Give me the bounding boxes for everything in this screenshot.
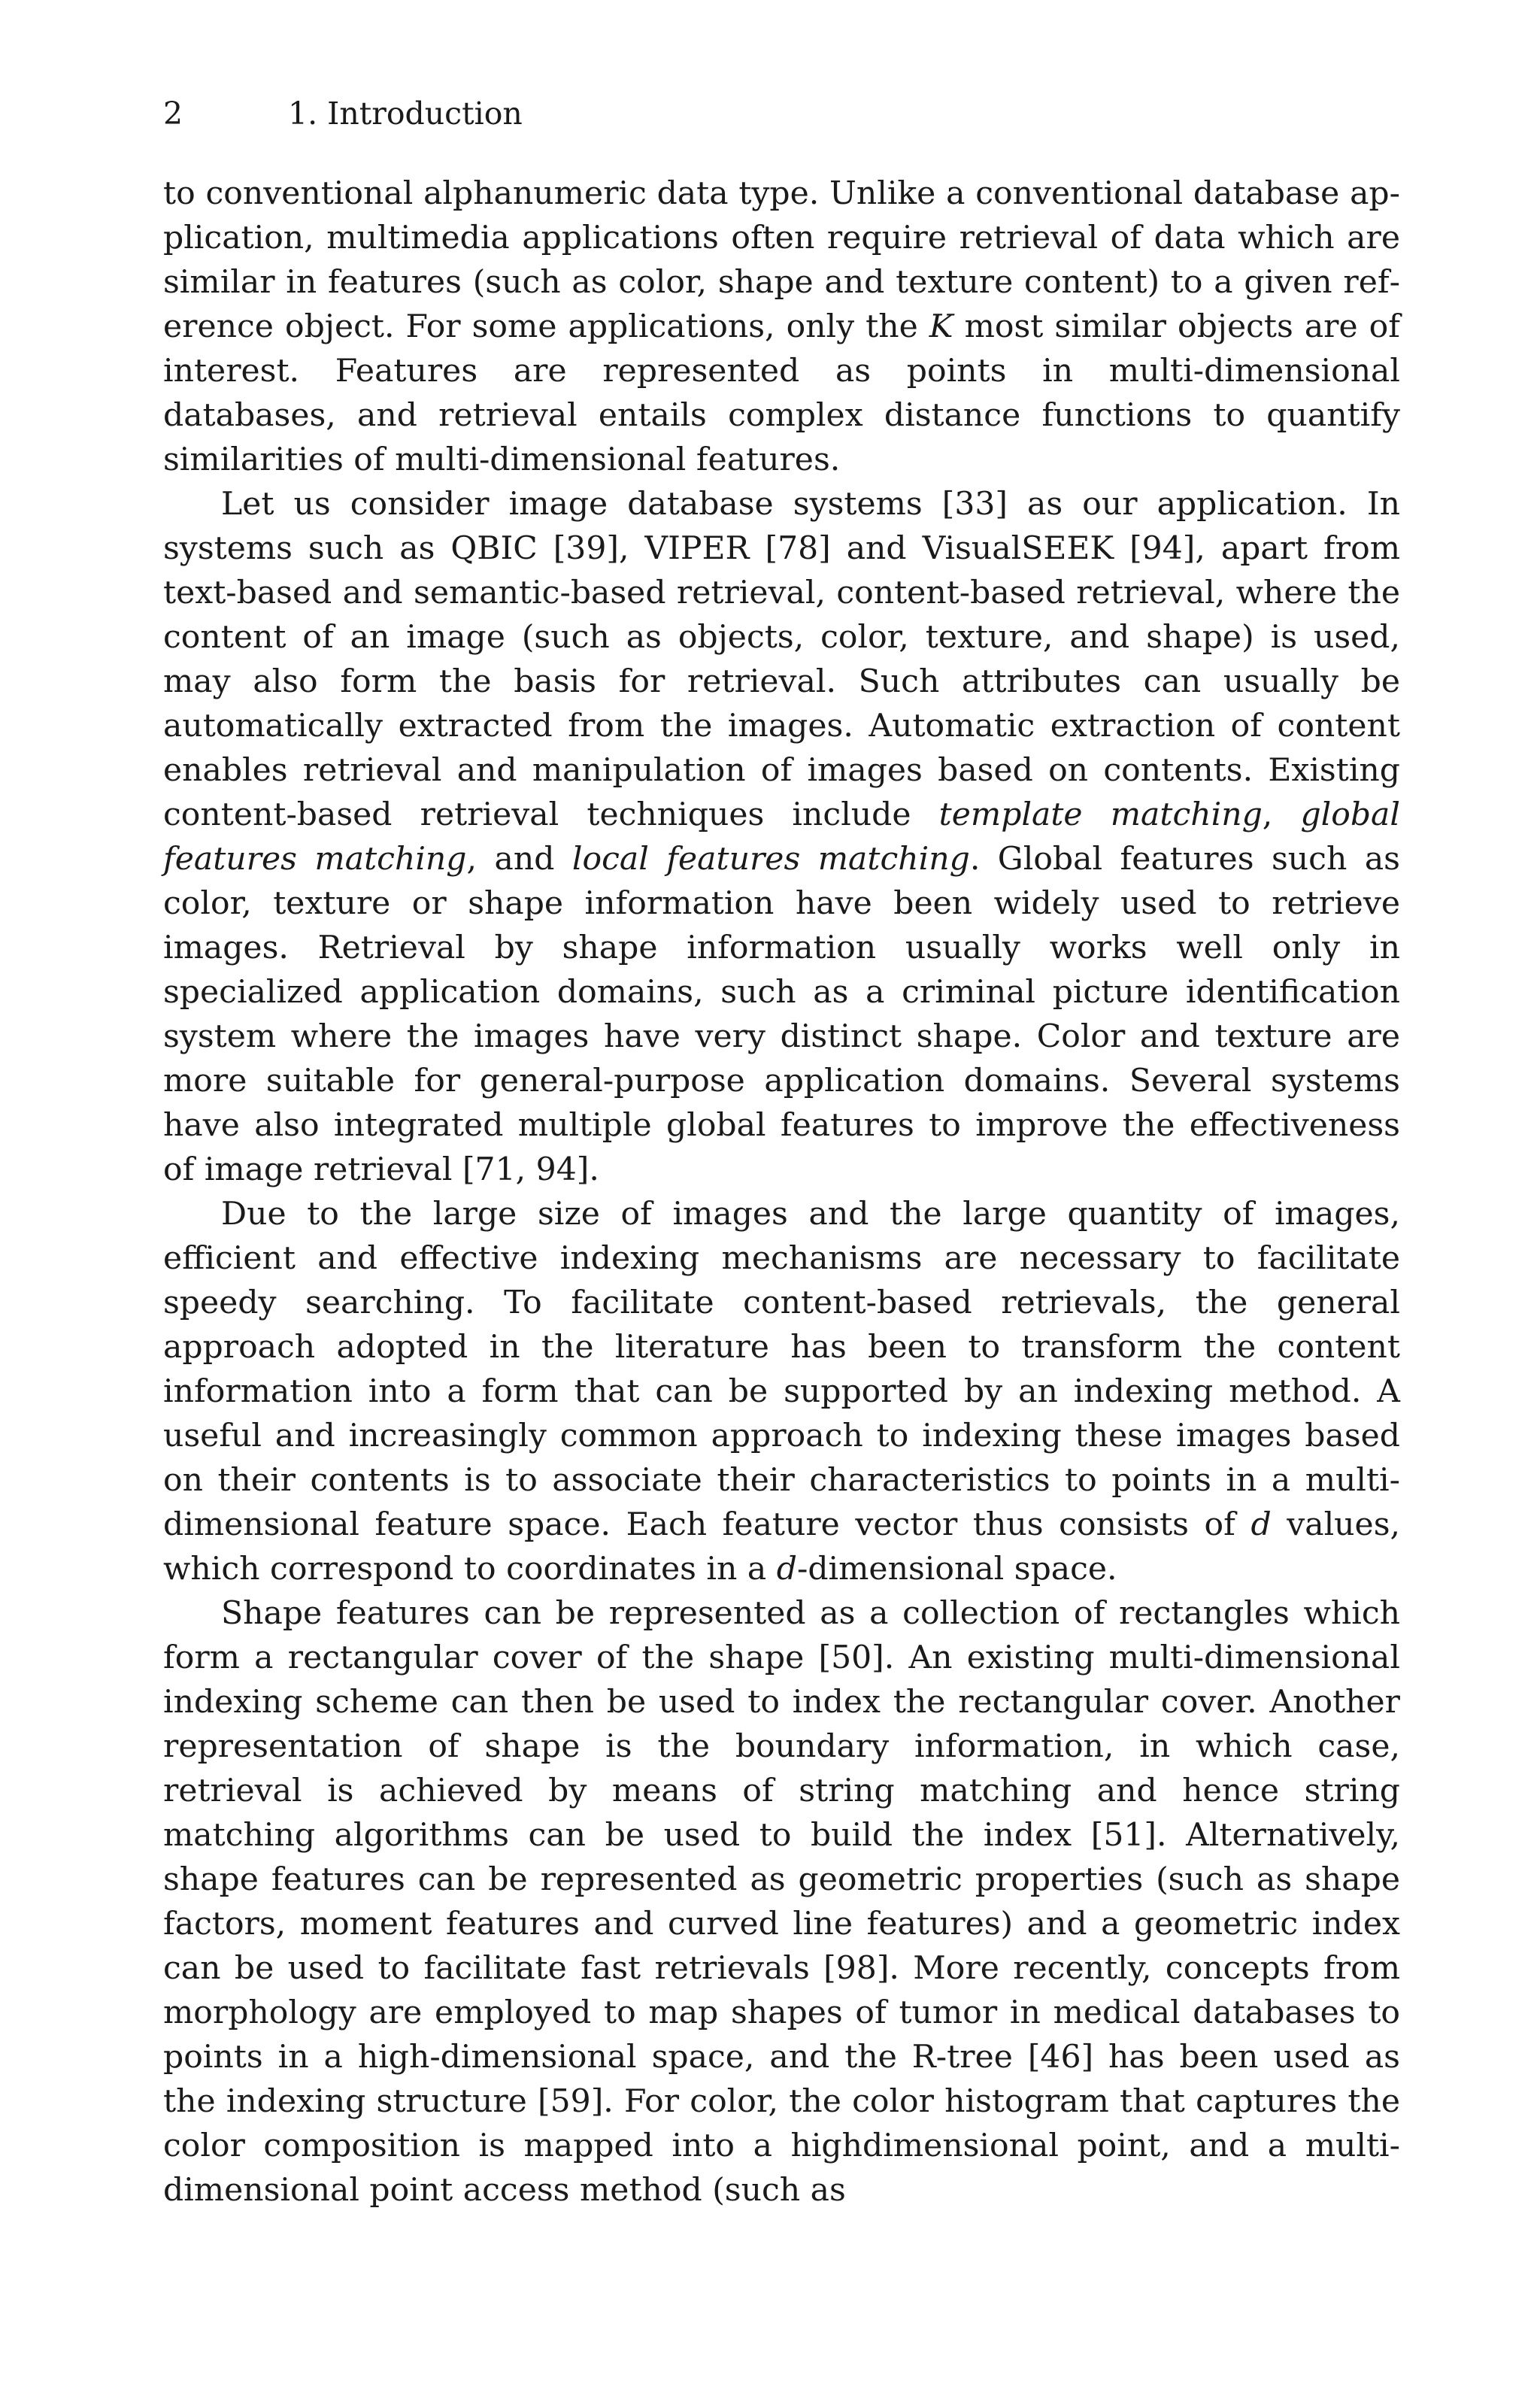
emphasis-text: d: [1250, 1506, 1272, 1543]
body-text: [163, 171, 1400, 2212]
emphasis-text: global features matching: [163, 796, 1400, 878]
text-run: Shape features can be represented as a collection of rectangles which form a rectangular cover of the shape [50]. An existing multi-dimensional indexing scheme can then be used to index the rectangular cover. Another representation of shape is the boundary information, in which case, retrieval is achieved by means of string matching and hence string matching algorithms can be used to build the index [51]. Alternatively, shape features can be represented as geometric properties (such as shape factors, moment features and curved line features) and a geometric index can be used to facilitate fast retrievals [98]. More recently, concepts from morphology are employed to map shapes of tumor in medical databases to points in a high-dimensional space, and the R-tree [46] has been used as the indexing structure [59]. For color, the color histogram that captures the color composition is mapped into a highdimensional point, and a multi-dimensional point access method (such as: [163, 1595, 1400, 2209]
paragraph: [163, 171, 1400, 482]
emphasis-text: local features matching: [571, 841, 970, 878]
text-run: , and: [466, 841, 572, 878]
text-run: most similar objects are of interest. Features are represented as points in multi-dimensional databases, and retrieval entails complex distance functions to quantify similarities of multi-dimensional features.: [163, 308, 1400, 478]
paragraph: [163, 482, 1400, 1192]
text-run: . Global features such as color, texture or shape information have been widely used to retrieve images. Retrieval by shape information usually works well only in specialized application domains, such as a criminal picture identification system where the images have very distinct shape. Color and texture are more suitable for general-purpose application domains. Several systems have also integrated multiple global features to improve the effectiveness of image retrieval [71, 94].: [163, 841, 1400, 1188]
text-run: Let us consider image database systems [33] as our application. In systems such as QBIC [39], VIPER [78] and VisualSEEK [94], apart from text-based and semantic-based retrieval, content-based retrieval, where the content of an image (such as objects, color, texture, and shape) is used, may also form the basis for retrieval. Such attributes can usually be automatically extracted from the images. Automatic extraction of content enables retrieval and manipulation of images based on contents. Existing content-based retrieval techniques include: [163, 486, 1400, 833]
emphasis-text: d: [776, 1551, 797, 1588]
emphasis-text: K: [929, 308, 953, 345]
emphasis-text: template matching: [938, 796, 1263, 833]
paragraph: [163, 1591, 1400, 2212]
text-run: to conventional alphanumeric data type. Unlike a conventional database application, multimedia applications often require retrieval of data which are similar in features (such as color, shape and texture content) to a given reference object. For some applications, only the: [163, 175, 1400, 345]
text-run: -dimensional space.: [796, 1551, 1117, 1588]
chapter-title: 1. Introduction: [288, 96, 523, 132]
text-run: ,: [1262, 796, 1301, 833]
book-page: [163, 92, 1400, 2212]
running-head: [163, 92, 1400, 135]
text-run: values, which correspond to coordinates in a: [163, 1506, 1401, 1588]
text-run: Due to the large size of images and the large quantity of images, efficient and effective indexing mechanisms are necessary to facilitate speedy searching. To facilitate content-based retrievals, the general approach adopted in the literature has been to transform the content information into a form that can be supported by an indexing method. A useful and increasingly common approach to indexing these images based on their contents is to associate their characteristics to points in a multi-dimensional feature space. Each feature vector thus consists of: [163, 1196, 1400, 1543]
paragraph: [163, 1192, 1400, 1591]
page-number: 2: [163, 96, 183, 132]
